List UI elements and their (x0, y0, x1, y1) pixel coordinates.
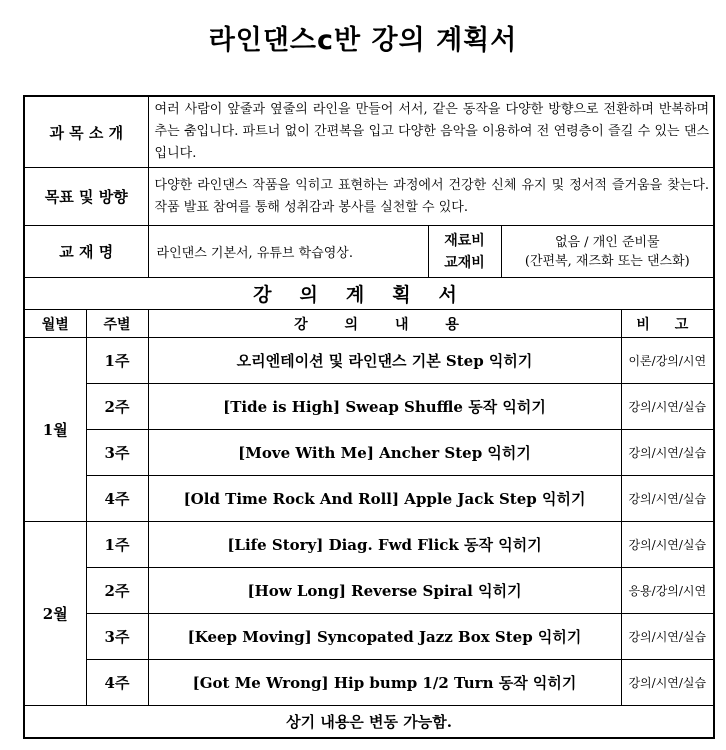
textbook-row (24, 226, 714, 278)
subject-description: 여러 사람이 앞줄과 옆줄의 라인을 만들어 서서, 같은 동작을 다양한 방향으로 전환하며 반복하며 추는 춤입니다. 파트너 없이 간편복을 입고 다양한 음악을 이용하여 전 연령층이 즐길 수 있는 댄스입니다. (148, 96, 714, 168)
syllabus-table (23, 95, 715, 739)
week-cell: 3주 (86, 430, 148, 476)
table-row (24, 568, 714, 614)
table-row (24, 476, 714, 522)
table-row (24, 660, 714, 706)
textbook-fee-label: 교재비 (444, 254, 485, 271)
content-cell: [Keep Moving] Syncopated Jazz Box Step 익히기 (148, 614, 621, 660)
note-cell: 강의/시연/실습 (621, 614, 714, 660)
table-row (24, 522, 714, 568)
header-content: 강 의 내 용 (148, 310, 621, 338)
content-cell: [Got Me Wrong] Hip bump 1/2 Turn 동작 익히기 (148, 660, 621, 706)
week-cell: 2주 (86, 568, 148, 614)
content-cell: [Move With Me] Ancher Step 익히기 (148, 430, 621, 476)
plan-section-title: 강의계획서 (24, 278, 714, 310)
content-cell: [Life Story] Diag. Fwd Flick 동작 익히기 (148, 522, 621, 568)
plan-header-row (24, 310, 714, 338)
note-cell: 강의/시연/실습 (621, 522, 714, 568)
footer-note: 상기 내용은 변동 가능함. (24, 706, 714, 738)
subject-row (24, 96, 714, 168)
material-fee-label: 재료비 (444, 232, 485, 249)
table-row (24, 338, 714, 384)
week-cell: 4주 (86, 660, 148, 706)
week-cell: 3주 (86, 614, 148, 660)
week-cell: 4주 (86, 476, 148, 522)
goal-row (24, 168, 714, 226)
week-cell: 1주 (86, 522, 148, 568)
goal-description: 다양한 라인댄스 작품을 익히고 표현하는 과정에서 건강한 신체 유지 및 정서적 즐거움을 찾는다. 작품 발표 참여를 통해 성취감과 봉사를 실천할 수 있다. (148, 168, 714, 226)
table-row (24, 384, 714, 430)
fee-value (501, 226, 714, 278)
note-cell: 강의/시연/실습 (621, 660, 714, 706)
note-cell: 강의/시연/실습 (621, 430, 714, 476)
month-cell: 2월 (24, 522, 86, 706)
fee-value-line1: 없음 / 개인 준비물 (554, 234, 660, 250)
header-note: 비 고 (621, 310, 714, 338)
goal-label: 목표 및 방향 (24, 168, 148, 226)
content-cell: 오리엔테이션 및 라인댄스 기본 Step 익히기 (148, 338, 621, 384)
week-cell: 2주 (86, 384, 148, 430)
table-row (24, 430, 714, 476)
header-month: 월별 (24, 310, 86, 338)
textbook-value: 라인댄스 기본서, 유튜브 학습영상. (148, 226, 428, 278)
note-cell: 이론/강의/시연 (621, 338, 714, 384)
content-cell: [How Long] Reverse Spiral 익히기 (148, 568, 621, 614)
fee-labels (428, 226, 501, 278)
content-cell: [Old Time Rock And Roll] Apple Jack Step 익히기 (148, 476, 621, 522)
textbook-label: 교 재 명 (24, 226, 148, 278)
footer-row (24, 706, 714, 738)
fee-value-line2: (간편복, 재즈화 또는 댄스화) (524, 253, 690, 269)
note-cell: 강의/시연/실습 (621, 384, 714, 430)
content-cell: [Tide is High] Sweap Shuffle 동작 익히기 (148, 384, 621, 430)
subject-label: 과 목 소 개 (24, 96, 148, 168)
note-cell: 강의/시연/실습 (621, 476, 714, 522)
page-title: 라인댄스c반 강의 계획서 (208, 25, 518, 56)
plan-section-row (24, 278, 714, 310)
table-row (24, 614, 714, 660)
month-cell: 1월 (24, 338, 86, 522)
header-week: 주별 (86, 310, 148, 338)
week-cell: 1주 (86, 338, 148, 384)
note-cell: 응용/강의/시연 (621, 568, 714, 614)
